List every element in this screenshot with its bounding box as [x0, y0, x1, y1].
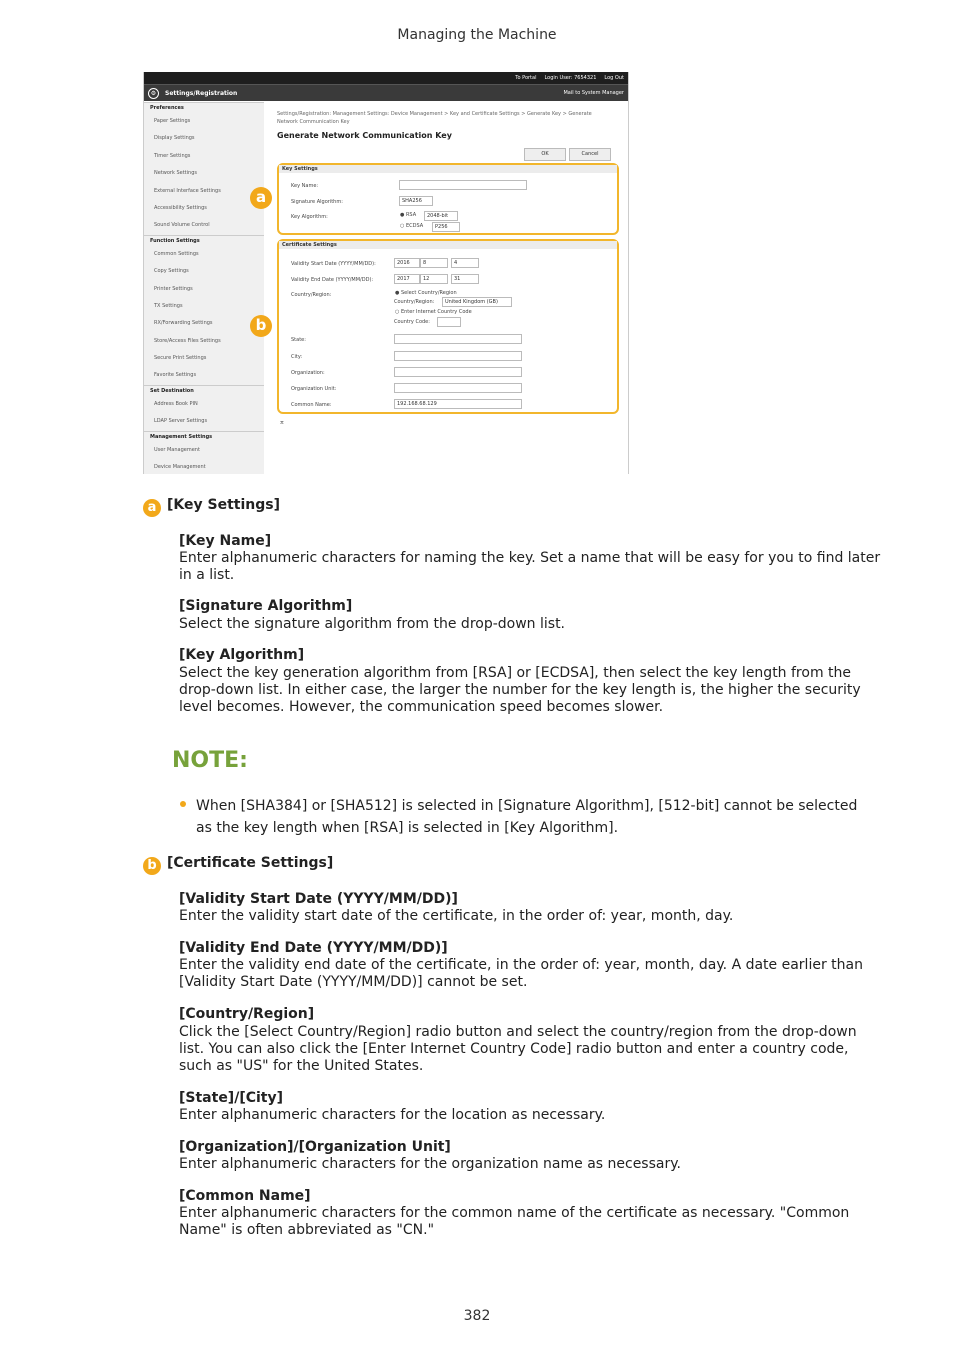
note-bullet-icon — [180, 801, 186, 807]
sidebar-item[interactable]: Paper Settings — [154, 118, 191, 124]
sidebar-item[interactable]: TX Settings — [154, 302, 183, 309]
sidebar-item[interactable]: Copy Settings — [154, 268, 189, 275]
title-bar — [144, 84, 628, 101]
country-code-label: Country Code: — [394, 319, 430, 325]
country-select[interactable]: United Kingdom (GB) — [442, 297, 512, 307]
sidebar-group-title: Set Destination — [144, 385, 264, 396]
desc-key-name: Enter alphanumeric characters for naming the key. Set a name that will be easy for you to find later in a list. — [179, 550, 881, 583]
desc-organization: Enter alphanumeric characters for the organization name as necessary. — [179, 1156, 681, 1172]
ecdsa-length-select[interactable]: P256 — [432, 222, 460, 232]
sidebar-item[interactable]: Display Settings — [154, 135, 195, 142]
key-name-input[interactable] — [399, 180, 527, 190]
settings-title: Settings/Registration — [165, 89, 238, 97]
sidebar-group-title: Function Settings — [144, 235, 264, 246]
sig-alg-label: Signature Algorithm: — [291, 199, 343, 205]
mail-to-manager-link[interactable]: Mail to System Manager — [563, 90, 624, 96]
desc-validity-start: Enter the validity start date of the certificate, in the order of: year, month, day. — [179, 908, 734, 924]
marker-b-icon: b — [250, 315, 272, 337]
end-year-input[interactable]: 2017 — [394, 274, 420, 284]
state-label: State: — [291, 337, 306, 343]
page-title: Generate Network Communication Key — [277, 131, 452, 140]
desc-state-city: Enter alphanumeric characters for the location as necessary. — [179, 1107, 606, 1123]
term-key-algorithm: [Key Algorithm] — [179, 647, 305, 663]
sidebar-group-title: Preferences — [144, 102, 264, 113]
sidebar-item[interactable]: Network Settings — [154, 170, 197, 177]
end-day-input[interactable]: 31 — [451, 274, 479, 284]
start-year-input[interactable]: 2016 — [394, 258, 420, 268]
top-bar — [144, 72, 628, 84]
sidebar-item[interactable]: RX/Forwarding Settings — [154, 320, 213, 327]
note-title: NOTE: — [172, 748, 248, 773]
marker-a-icon: a — [250, 187, 272, 209]
org-unit-input[interactable] — [394, 383, 522, 393]
rsa-label: RSA — [405, 212, 417, 218]
organization-input[interactable] — [394, 367, 522, 377]
desc-common-name: Enter alphanumeric characters for the common name of the certificate as necessary. "Common Name" is often abbreviated as "CN." — [179, 1205, 850, 1238]
start-month-input[interactable]: 8 — [420, 258, 448, 268]
term-state-city: [State]/[City] — [179, 1090, 284, 1106]
settings-screenshot — [143, 72, 629, 474]
term-signature-algorithm: [Signature Algorithm] — [179, 598, 353, 614]
key-name-label: Key Name: — [291, 183, 319, 189]
section-b-icon: b — [143, 857, 161, 875]
page-header: Managing the Machine — [397, 27, 557, 43]
breadcrumb: Settings/Registration: Management Settings: Device Management > Key and Certificate Settings > Generate Key > Generate Network Communication Key — [277, 111, 592, 125]
term-key-name: [Key Name] — [179, 533, 272, 549]
select-country-label: Select Country/Region — [400, 290, 457, 296]
org-unit-label: Organization Unit: — [291, 386, 337, 392]
rsa-radio[interactable]: ● RSA — [400, 212, 417, 218]
sidebar-item[interactable]: Common Settings — [154, 250, 199, 257]
section-a-icon: a — [143, 499, 161, 517]
section-a-title: [Key Settings] — [167, 497, 280, 513]
to-portal-link[interactable]: To Portal — [515, 75, 537, 81]
end-month-input[interactable]: 12 — [420, 274, 448, 284]
rsa-length-select[interactable]: 2048-bit — [424, 211, 458, 221]
sidebar-item[interactable]: Address Book PIN — [154, 400, 198, 407]
country-label: Country/Region: — [291, 292, 332, 298]
city-input[interactable] — [394, 351, 522, 361]
page-number: 382 — [463, 1308, 491, 1324]
sidebar-item[interactable]: User Management — [154, 446, 200, 453]
scroll-top-icon[interactable]: ⌅ — [279, 418, 285, 426]
country-region-label: Country/Region: — [394, 299, 435, 305]
sidebar-item[interactable]: Device Management — [154, 464, 206, 471]
sidebar-item[interactable]: External Interface Settings — [154, 187, 221, 194]
sidebar — [144, 102, 264, 474]
city-label: City: — [291, 354, 303, 360]
sidebar-item[interactable]: Favorite Settings — [154, 372, 197, 379]
enter-code-label: Enter Internet Country Code — [400, 309, 472, 315]
login-user-text: Login User: 7654321 — [544, 75, 597, 81]
cert-settings-title: Certificate Settings — [279, 241, 617, 249]
term-country-region: [Country/Region] — [179, 1006, 315, 1022]
end-date-label: Validity End Date (YYYY/MM/DD): — [291, 277, 374, 283]
certificate-settings-box — [277, 239, 619, 414]
desc-validity-end: Enter the validity end date of the certificate, in the order of: year, month, day. A date earlier than [Validity Start Date (YYYY/MM/DD)] cannot be set. — [179, 957, 863, 990]
ecdsa-radio[interactable]: ○ ECDSA — [400, 223, 424, 229]
ecdsa-label: ECDSA — [405, 223, 424, 229]
section-b-title: [Certificate Settings] — [167, 855, 334, 871]
start-day-input[interactable]: 4 — [451, 258, 479, 268]
sidebar-item[interactable]: Secure Print Settings — [154, 355, 207, 362]
select-country-radio[interactable]: ● Select Country/Region — [395, 290, 457, 296]
logout-link[interactable]: Log Out — [604, 75, 624, 81]
note-text: When [SHA384] or [SHA512] is selected in [Signature Algorithm], [512-bit] cannot be selected as the key length when [RSA] is selected in [Key Algorithm]. — [196, 798, 858, 836]
sidebar-item[interactable]: Printer Settings — [154, 285, 193, 292]
cancel-button[interactable]: Cancel — [569, 148, 611, 161]
term-common-name: [Common Name] — [179, 1188, 311, 1204]
country-code-input[interactable] — [437, 317, 461, 327]
organization-label: Organization: — [291, 370, 325, 376]
sidebar-item[interactable]: Accessibility Settings — [154, 204, 207, 211]
state-input[interactable] — [394, 334, 522, 344]
common-name-input[interactable]: 192.168.68.129 — [394, 399, 522, 409]
term-validity-end: [Validity End Date (YYYY/MM/DD)] — [179, 940, 448, 956]
common-name-label: Common Name: — [291, 402, 332, 408]
desc-signature-algorithm: Select the signature algorithm from the drop-down list. — [179, 616, 566, 632]
start-date-label: Validity Start Date (YYYY/MM/DD): — [291, 261, 376, 267]
sidebar-group-title: Management Settings — [144, 431, 264, 442]
main-panel — [277, 102, 622, 474]
key-settings-box — [277, 163, 619, 235]
ok-button[interactable]: OK — [524, 148, 566, 161]
desc-key-algorithm: Select the key generation algorithm from [RSA] or [ECDSA], then select the key length from the drop-down list. In either case, the larger the number for the key length is, the higher the security level becomes. However, the communication speed becomes slower. — [179, 665, 861, 715]
desc-country-region: Click the [Select Country/Region] radio button and select the country/region from the drop-down list. You can also click the [Enter Internet Country Code] radio button and enter a country code, such as "US" for the United States. — [179, 1024, 857, 1074]
enter-code-radio[interactable]: ○ Enter Internet Country Code — [395, 309, 472, 315]
gear-icon: ⚙ — [148, 88, 159, 99]
term-validity-start: [Validity Start Date (YYYY/MM/DD)] — [179, 891, 458, 907]
key-settings-title: Key Settings — [279, 165, 617, 173]
key-alg-label: Key Algorithm: — [291, 214, 328, 220]
sidebar-item[interactable]: Timer Settings — [154, 152, 191, 159]
sidebar-item[interactable]: LDAP Server Settings — [154, 418, 208, 425]
sidebar-item[interactable]: Sound Volume Control — [154, 222, 210, 229]
term-organization: [Organization]/[Organization Unit] — [179, 1139, 451, 1155]
sidebar-item[interactable]: Store/Access Files Settings — [154, 337, 221, 344]
sig-alg-select[interactable]: SHA256 — [399, 196, 433, 206]
